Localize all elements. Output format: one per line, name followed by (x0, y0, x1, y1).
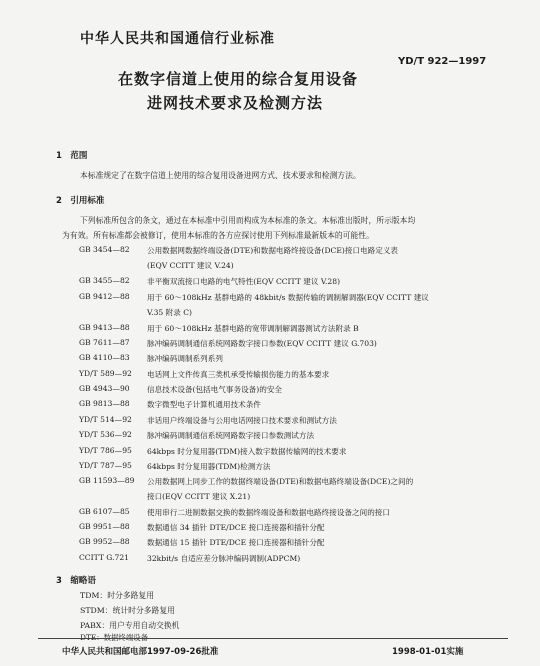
ref-text: 64kbps 时分复用器(TDM)接入数字数据传输网的技术要求 (147, 447, 347, 456)
ref-code: YD/T 536—92 (79, 430, 132, 439)
title-line-1: 在数字信道上使用的综合复用设备 (118, 70, 359, 88)
ref-text: 使用串行二进制数据交换的数据终端设备和数据电路终接设备之间的接口 (147, 508, 390, 517)
ref-code: GB 11593—89 (79, 476, 135, 485)
ref-code: YD/T 589—92 (79, 369, 132, 378)
abbreviation-item: TDM：时分多路复用 (80, 591, 155, 600)
ref-code: GB 4110—83 (79, 353, 130, 362)
ref-text: 公用数据网上同步工作的数据终端设备(DTE)和数据电路终端设备(DCE)之间的 (147, 477, 414, 486)
section-2-heading: 2 引用标准 (56, 196, 105, 206)
ref-text: 数字微型电子计算机通用技术条件 (147, 400, 261, 409)
ref-code: YD/T 787—95 (79, 461, 132, 470)
ref-text-cont: (EQV CCITT 建议 V.24) (147, 261, 234, 270)
ref-text-cont: 接口(EQV CCITT 建议 X.21) (147, 492, 251, 501)
abbreviation-item: STDM：统计时分多路复用 (80, 606, 175, 615)
section-1-heading: 1 范围 (56, 151, 88, 161)
ref-code: GB 9412—88 (79, 292, 130, 301)
section-1-text: 本标准规定了在数字信道上使用的综合复用设备进网方式、技术要求和检测方法。 (80, 171, 361, 180)
standard-code: YD/T 922—1997 (398, 56, 487, 67)
implementation-date: 1998-01-01实施 (392, 647, 464, 657)
ref-code: GB 9413—88 (79, 323, 130, 332)
ref-text: 脉冲编码调制通信系统网路数字接口参数(EQV CCITT 建议 G.703) (147, 339, 377, 348)
ref-text: 64kbps 时分复用器(TDM)检测方法 (147, 462, 271, 471)
ref-text: 用于 60～108kHz 基群电路的 48kbit/s 数据传输的调制解调器(EQV CCITT 建议 (147, 293, 429, 302)
standard-type-header: 中华人民共和国通信行业标准 (80, 31, 275, 47)
ref-code: GB 3455—82 (79, 276, 130, 285)
ref-text: 非话用户终端设备与公用电话网接口技术要求和测试方法 (147, 416, 337, 425)
ref-code: GB 4943—90 (79, 384, 130, 393)
ref-text: 32kbit/s 自适应差分脉冲编码调制(ADPCM) (147, 554, 301, 563)
ref-text: 电话网上文件传真三类机承受传输损伤能力的基本要求 (147, 370, 330, 379)
ref-text: 信息技术设备(包括电气事务设备)的安全 (147, 385, 283, 394)
approval-statement: 中华人民共和国邮电部1997-09-26批准 (62, 647, 219, 657)
ref-text: 数据通信 34 插针 DTE/DCE 接口连接器和插针分配 (147, 523, 325, 532)
ref-text: 脉冲编码调制系列系列 (147, 354, 223, 363)
section-2-intro-line-1: 下列标准所包含的条文，通过在本标准中引用而构成为本标准的条文。本标准出版时，所示版本均 (80, 216, 416, 225)
ref-code: CCITT G.721 (79, 553, 130, 562)
abbreviation-item: PABX：用户专用自动交换机 (80, 621, 180, 630)
section-3-heading: 3 缩略语 (56, 576, 96, 586)
footer-rule (38, 638, 508, 639)
ref-text: 非平衡双流接口电路的电气特性(EQV CCITT 建议 V.28) (147, 277, 341, 286)
ref-code: GB 9813—88 (79, 399, 130, 408)
ref-text-cont: V.35 附录 C) (147, 308, 193, 317)
ref-text: 脉冲编码调制通信系统网路数字接口参数测试方法 (147, 431, 315, 440)
ref-code: GB 6107—85 (79, 507, 130, 516)
ref-code: GB 7611—87 (79, 338, 130, 347)
ref-code: GB 3454—82 (79, 245, 130, 254)
ref-code: YD/T 514—92 (79, 415, 132, 424)
section-2-intro-line-2: 为有效。所有标准都会被修订，使用本标准的各方应探讨使用下列标准最新版本的可能性。 (62, 231, 374, 240)
ref-text: 公用数据网数据终端设备(DTE)和数据电路终接设备(DCE)接口电路定义表 (147, 246, 399, 255)
ref-text: 数据通信 15 插针 DTE/DCE 接口连接器和插针分配 (147, 538, 325, 547)
ref-code: GB 9952—88 (79, 537, 130, 546)
ref-code: GB 9951—88 (79, 522, 130, 531)
ref-code: YD/T 786—95 (79, 446, 132, 455)
title-line-2: 进网技术要求及检测方法 (147, 94, 324, 112)
ref-text: 用于 60～108kHz 基群电路的宽带调制解调器测试方法附录 B (147, 324, 359, 333)
